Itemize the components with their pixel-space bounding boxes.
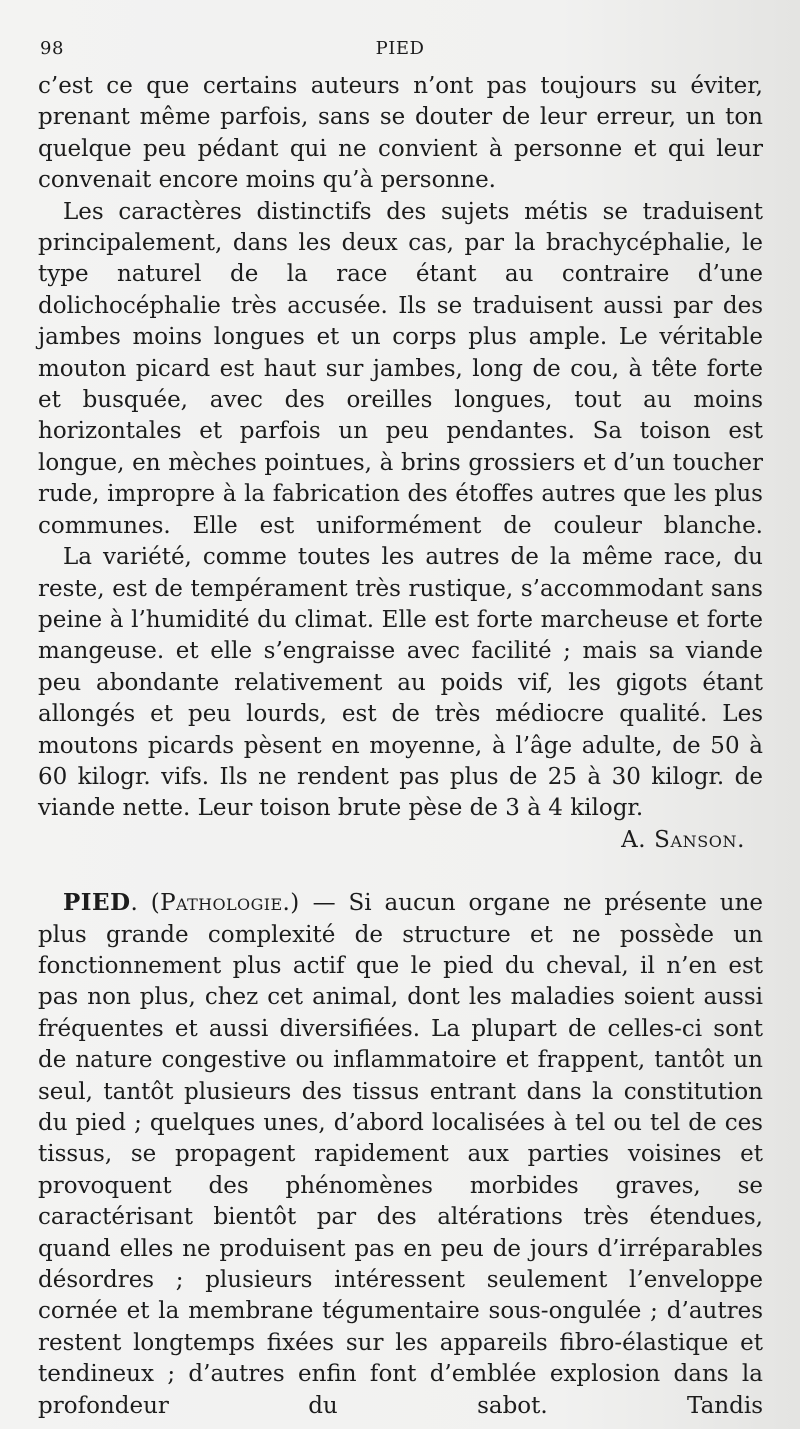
entry-text: Si aucun organe ne présente une plus grande complexité de structure et ne possède un fonctionnement plus actif que le pied du cheval, il n’en est pas non plus, chez cet animal, dont les maladies soient aussi fréquentes et aussi diversifiées. La plupart de celles-ci sont de nature congestive ou inflammatoire et frappent, tantôt un seul, tantôt plusieurs des tissus entrant dans la constitution du pied ; quelques unes, d’abord localisées à tel ou tel de ces tissus, se propagent rapidement aux parties voisines et provoquent des phénomènes morbides graves, se caractérisant bientôt par des altérations très étendues, quand elles ne produisent pas en peu de jours d’irréparables désordres ; plusieurs intéressent seulement l’enveloppe cornée et la membrane tégumentaire sous-ongulée ; d’autres restent longtemps fixées sur les appareils fibro-élastique et tendineux ; d’autres enfin font d’emblée explosion dans la profondeur du sabot. Tandis [38, 890, 764, 1419]
entry-dash: — [299, 890, 349, 917]
entry-headword: PIED [63, 889, 131, 917]
author-signature: A. Sanson. [621, 826, 745, 853]
body-text [38, 71, 763, 1422]
entry-period: . [130, 890, 151, 917]
entry-subject: (Pathologie.) [150, 890, 300, 917]
running-head-title: PIED [375, 38, 425, 59]
paragraph-distinctive-traits: Les caractères distinctifs des sujets métis se traduisent principalement, dans les deux cas, par la brachycéphalie, le type naturel de la race étant au contraire d’une dolichocéphalie très accusée. Ils se traduisent aussi par des jambes moins longues et un corps plus ample. Le véritable mouton picard est haut sur jambes, long de cou, à tête forte et busquée, avec des oreilles longues, tout au moins horizontales et parfois un peu pendantes. Sa toison est longue, en mèches pointues, à brins grossiers et d’un toucher rude, impropre à la fabrication des étoffes autres que les plus communes. Elle est uniformément de couleur blanche. [38, 198, 763, 539]
paragraph-continuation: c’est ce que certains auteurs n’ont pas toujours su éviter, prenant même parfois, sans se douter de leur erreur, un ton quelque peu pédant qui ne convient à personne et qui leur convenait encore moins qu’à personne. [38, 73, 763, 194]
running-head [38, 38, 762, 68]
paragraph-variety-temperament: La variété, comme toutes les autres de la même race, du reste, est de tempérament très rustique, s’accommodant sans peine à l’humidité du climat. Elle est forte marcheuse et forte mangeuse. et elle s’engraisse avec facilité ; mais sa viande peu abondante relativement au poids vif, les gigots étant allongés et peu lourds, est de très médiocre qualité. Les moutons picards pèsent en moyenne, à l’âge adulte, de 50 à 60 kilogr. vifs. Ils ne rendent pas plus de 25 à 30 kilogr. de viande nette. Leur toison brute pèse de 3 à 4 kilogr. [38, 544, 763, 822]
section-gap [38, 856, 763, 887]
page-number: 98 [40, 38, 64, 59]
entry-paragraph [38, 887, 763, 1422]
